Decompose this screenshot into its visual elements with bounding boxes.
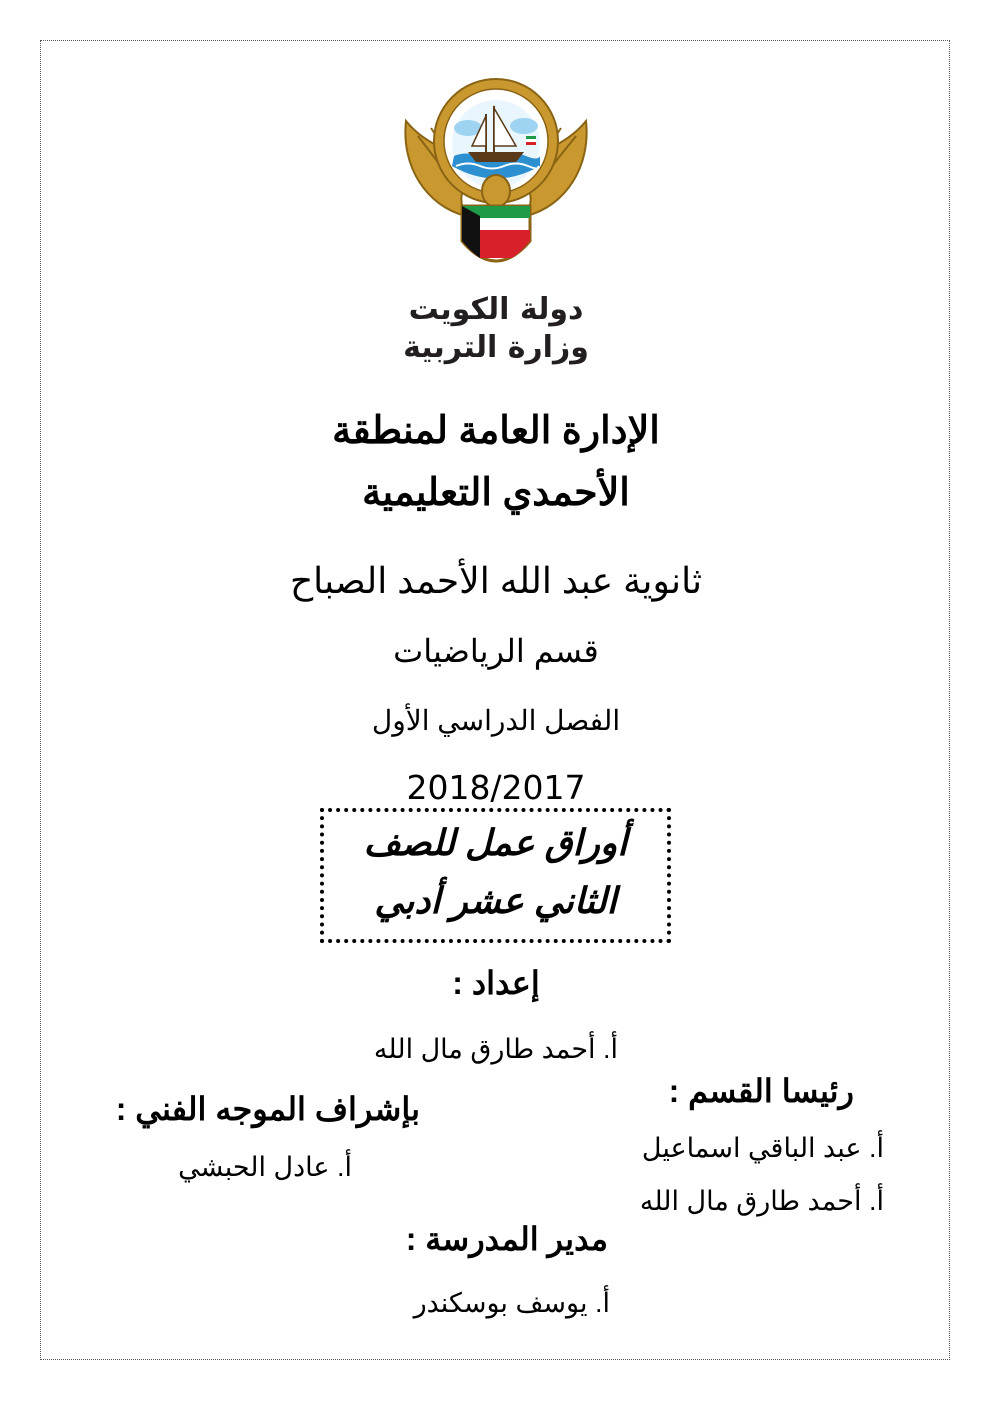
worksheet-title-line1: أوراق عمل للصف (363, 822, 628, 863)
department-head-name-1: أ. عبد الباقي اسماعيل (641, 1133, 884, 1163)
supervisor-name: أ. عادل الحبشي (178, 1152, 352, 1182)
school-name: ثانوية عبد الله الأحمد الصباح (289, 560, 703, 601)
principal-label: مدير المدرسة : (405, 1221, 608, 1257)
directorate-title-line2: الأحمدي التعليمية (362, 472, 630, 514)
department-name: قسم الرياضيات (393, 633, 599, 669)
worksheet-title-line2: الثاني عشر أدبي (374, 880, 617, 921)
academic-year: 2018/2017 (406, 768, 586, 807)
directorate-title-line1: الإدارة العامة لمنطقة (332, 410, 660, 452)
prepared-by-name: أ. أحمد طارق مال الله (373, 1034, 619, 1064)
department-heads-label: رئيسا القسم : (668, 1073, 854, 1109)
prepared-by-label: إعداد : (452, 965, 540, 1001)
kuwait-emblem-icon (396, 66, 596, 288)
supervisor-label: بإشراف الموجه الفني : (115, 1091, 420, 1127)
emblem-ministry-name: وزارة التربية (403, 330, 589, 365)
emblem-state-name: دولة الكويت (408, 292, 584, 327)
department-head-name-2: أ. أحمد طارق مال الله (639, 1186, 884, 1216)
semester: الفصل الدراسي الأول (371, 705, 621, 736)
principal-name: أ. يوسف بوسكندر (413, 1288, 610, 1318)
